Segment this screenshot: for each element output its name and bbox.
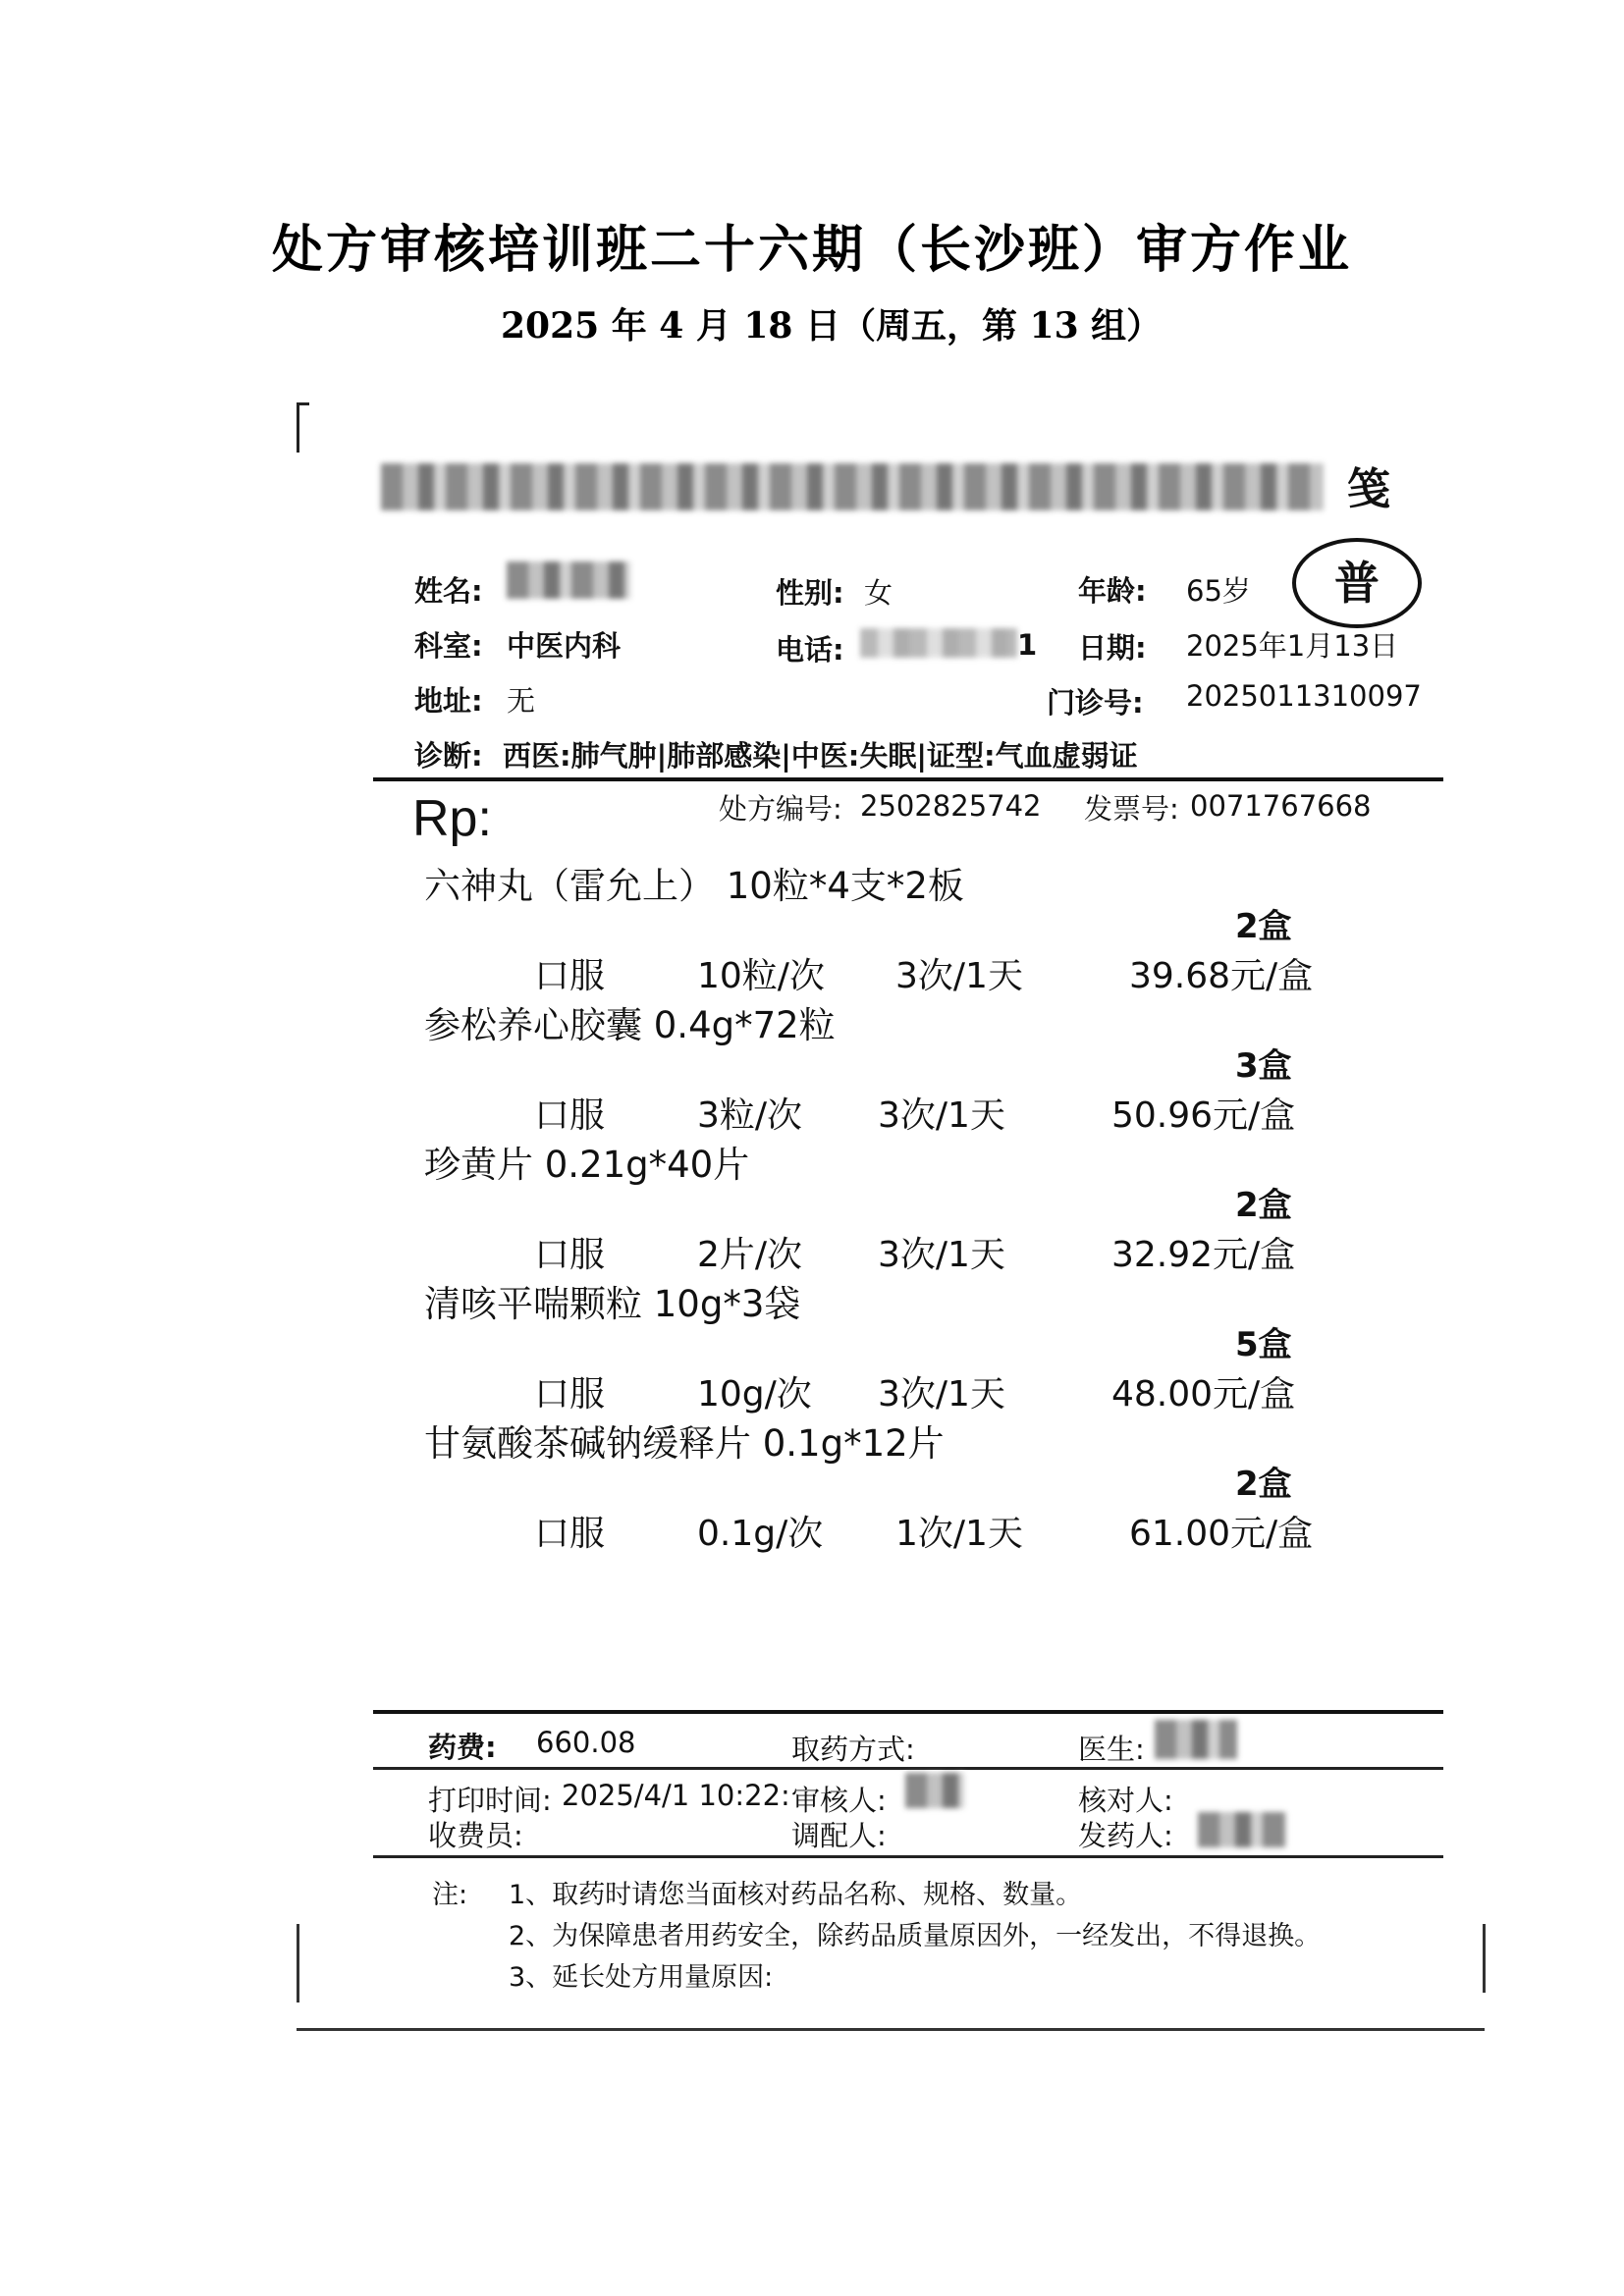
drug-quantity: 2盒	[1235, 1465, 1292, 1504]
drug-frequency: 3次/1天	[878, 1095, 1005, 1136]
drug-price: 61.00元/盒	[1129, 1514, 1314, 1554]
clinic-no-value: 2025011310097	[1186, 679, 1422, 713]
drug-frequency: 3次/1天	[878, 1374, 1005, 1415]
redacted-doctor-name	[1155, 1720, 1237, 1759]
drug-price: 48.00元/盒	[1111, 1374, 1296, 1415]
print-time-value: 2025/4/1 10:22:	[562, 1779, 790, 1812]
page-title: 处方审核培训班二十六期（长沙班）审方作业	[271, 220, 1352, 280]
drug-frequency: 1次/1天	[895, 1514, 1023, 1554]
date-value: 2025年1月13日	[1186, 629, 1399, 663]
diagnosis-label: 诊断:	[414, 739, 483, 773]
fee-value: 660.08	[536, 1726, 636, 1759]
rx-no-label: 处方编号:	[719, 792, 842, 826]
cashier-label: 收费员:	[428, 1819, 523, 1852]
drug-route: 口服	[534, 1095, 606, 1136]
reviewer-label: 审核人:	[791, 1784, 887, 1817]
drug-dose: 0.1g/次	[697, 1514, 824, 1554]
phone-tail: 1	[1017, 628, 1038, 662]
drug-name: 甘氨酸茶碱钠缓释片 0.1g*12片	[424, 1422, 945, 1465]
age-value: 65岁	[1186, 574, 1251, 608]
redacted-reviewer	[905, 1773, 964, 1808]
drug-price: 50.96元/盒	[1111, 1095, 1296, 1136]
fee-label: 药费:	[428, 1731, 497, 1764]
drug-route: 口服	[534, 1514, 606, 1554]
drug-route: 口服	[534, 956, 606, 996]
divider	[373, 1767, 1443, 1770]
invoice-no-label: 发票号:	[1084, 792, 1179, 826]
drug-route: 口服	[534, 1235, 606, 1275]
note-line: 3、延长处方用量原因:	[509, 1962, 774, 1993]
date-label: 日期:	[1078, 631, 1147, 665]
dispenser-label: 调配人:	[791, 1819, 887, 1852]
address-value: 无	[507, 684, 536, 718]
dept-value: 中医内科	[507, 629, 622, 663]
drug-frequency: 3次/1天	[878, 1235, 1005, 1275]
drug-name: 六神丸（雷允上） 10粒*4支*2板	[424, 865, 964, 907]
name-label: 姓名:	[414, 574, 483, 608]
pickup-method-label: 取药方式:	[791, 1733, 915, 1766]
drug-name: 参松养心胶囊 0.4g*72粒	[424, 1004, 836, 1046]
doctor-label: 医生:	[1078, 1733, 1145, 1766]
page-subtitle: 2025 年 4 月 18 日（周五，第 13 组）	[501, 305, 1163, 347]
divider	[373, 777, 1443, 781]
checker-label: 核对人:	[1078, 1784, 1173, 1817]
address-label: 地址:	[414, 684, 483, 718]
scan-right-edge	[1483, 1924, 1486, 1993]
drug-dose: 3粒/次	[697, 1095, 803, 1136]
drug-dose: 10粒/次	[697, 956, 825, 996]
drug-quantity: 5盒	[1235, 1325, 1292, 1364]
drug-quantity: 3盒	[1235, 1046, 1292, 1086]
drug-dose: 10g/次	[697, 1374, 812, 1415]
drug-price: 39.68元/盒	[1129, 956, 1314, 996]
divider	[373, 1710, 1443, 1714]
dept-label: 科室:	[414, 629, 483, 663]
issuer-label: 发药人:	[1078, 1819, 1173, 1852]
scan-corner-mark	[297, 402, 309, 453]
redacted-patient-name	[507, 561, 630, 599]
rp-label: Rp:	[412, 790, 492, 847]
note-line: 1、取药时请您当面核对药品名称、规格、数量。	[509, 1880, 1083, 1910]
drug-name: 清咳平喘颗粒 10g*3袋	[424, 1283, 801, 1325]
prescription-type-stamp: 普	[1292, 538, 1422, 628]
age-label: 年龄:	[1078, 574, 1147, 608]
drug-name: 珍黄片 0.21g*40片	[424, 1144, 750, 1186]
drug-frequency: 3次/1天	[895, 956, 1023, 996]
form-title-suffix: 笺	[1347, 464, 1390, 514]
notes-label: 注:	[432, 1880, 468, 1910]
gender-value: 女	[864, 576, 893, 610]
scan-left-edge	[297, 1924, 299, 2002]
divider	[373, 1855, 1443, 1858]
note-line: 2、为保障患者用药安全，除药品质量原因外，一经发出，不得退换。	[509, 1921, 1322, 1951]
redacted-phone	[860, 628, 1017, 658]
rx-no-value: 2502825742	[860, 789, 1042, 823]
drug-price: 32.92元/盒	[1111, 1235, 1296, 1275]
drug-quantity: 2盒	[1235, 907, 1292, 946]
invoice-no-value: 0071767668	[1190, 789, 1372, 823]
redacted-hospital-name	[381, 463, 1324, 510]
scan-bottom-edge	[297, 2028, 1485, 2031]
gender-label: 性别:	[776, 576, 844, 610]
diagnosis-value: 西医:肺气肿|肺部感染|中医:失眠|证型:气血虚弱证	[503, 739, 1138, 773]
drug-dose: 2片/次	[697, 1235, 803, 1275]
redacted-issuer	[1198, 1812, 1286, 1847]
phone-label: 电话:	[776, 633, 844, 667]
clinic-no-label: 门诊号:	[1047, 686, 1144, 720]
drug-quantity: 2盒	[1235, 1186, 1292, 1225]
drug-route: 口服	[534, 1374, 606, 1415]
print-time-label: 打印时间:	[428, 1784, 552, 1817]
